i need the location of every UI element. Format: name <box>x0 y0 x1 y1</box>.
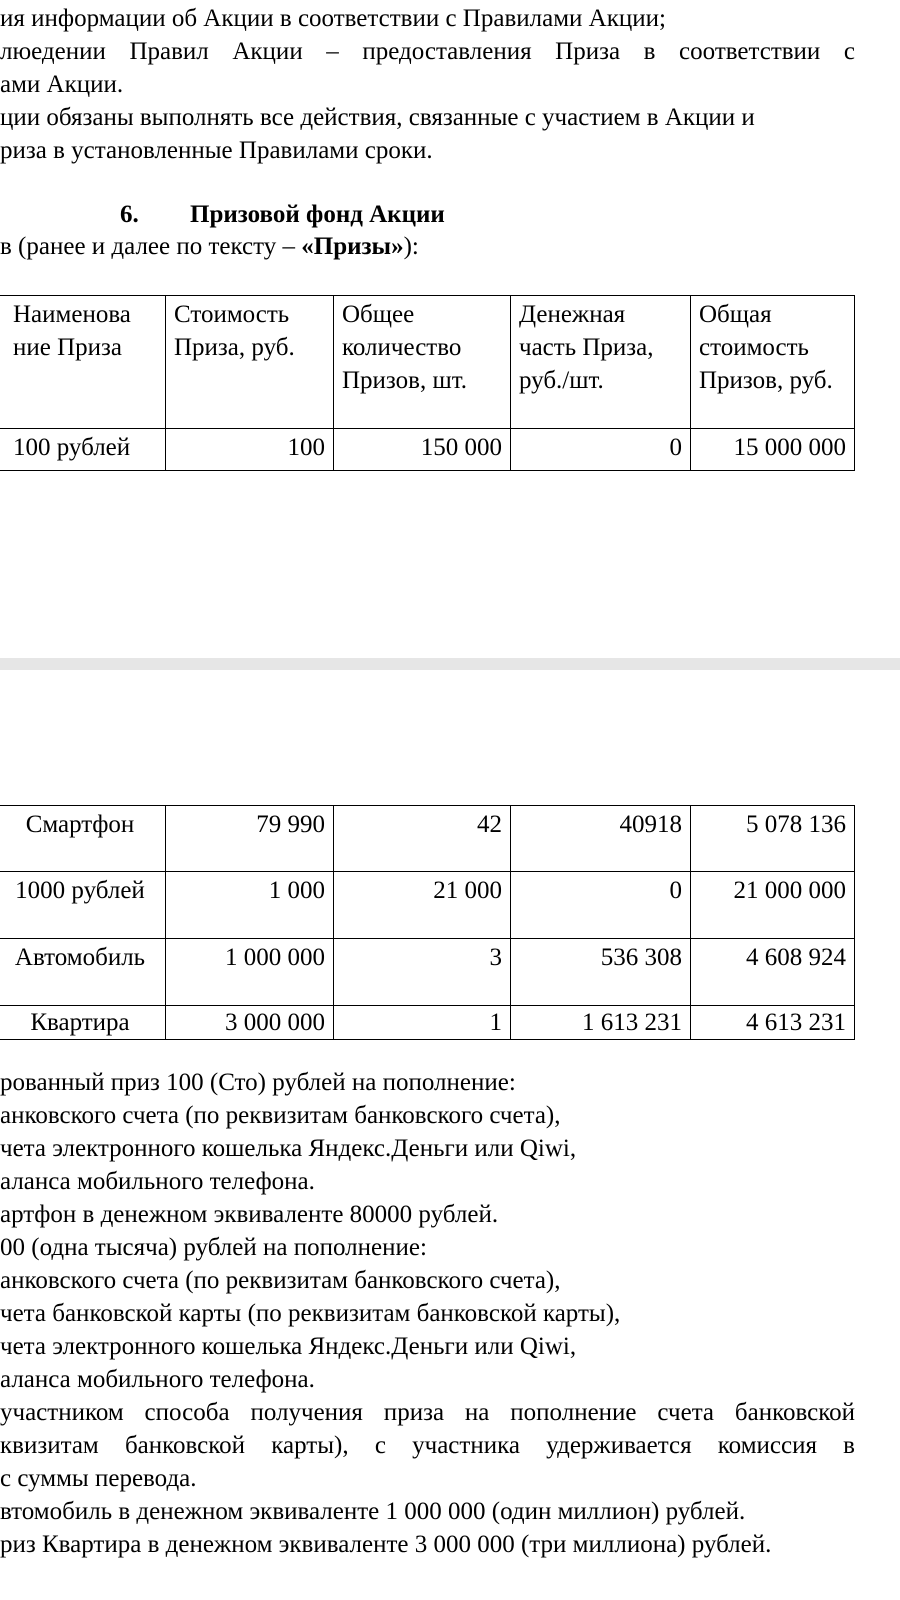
table-row <box>0 1006 855 1040</box>
page-separator <box>0 658 900 670</box>
section-number: 6. <box>120 201 139 228</box>
table-cell: 40918 <box>511 806 691 872</box>
header-cell: Общая стоимость Призов, руб. <box>691 296 855 429</box>
table-cell: 3 <box>334 939 511 1006</box>
text-line: участником способа получения приза на пополнение счета банковской <box>0 1399 855 1426</box>
text-line: квизитам банковской карты), с участника удерживается комиссия в <box>0 1432 855 1459</box>
text-line: аланса мобильного телефона. <box>0 1168 315 1195</box>
text-line: чета банковской карты (по реквизитам банковской карты), <box>0 1300 621 1327</box>
table-cell: 0 <box>511 429 691 471</box>
table-cell: 79 990 <box>166 806 334 872</box>
text-line: аланса мобильного телефона. <box>0 1366 315 1393</box>
text-line: ами Акции. <box>0 71 124 98</box>
header-cell: Наименова ние Приза <box>0 296 166 429</box>
text-line: люедении Правил Акции – предоставления Приза в соответствии с <box>0 38 855 65</box>
table-cell: 100 рублей <box>0 429 166 471</box>
table-row <box>0 429 855 471</box>
table-cell: 100 <box>166 429 334 471</box>
text-line: риз Квартира в денежном эквиваленте 3 000 000 (три миллиона) рублей. <box>0 1531 772 1558</box>
prize-table-2 <box>0 805 855 1040</box>
section-heading <box>120 200 445 230</box>
table-cell: 1 613 231 <box>511 1006 691 1040</box>
intro-suffix: ): <box>403 233 419 260</box>
table-cell: Автомобиль <box>0 939 166 1006</box>
table-cell: 4 613 231 <box>691 1006 855 1040</box>
section-title: Призовой фонд Акции <box>190 201 445 228</box>
table-cell: 15 000 000 <box>691 429 855 471</box>
table-row <box>0 872 855 939</box>
intro-line <box>0 232 419 262</box>
table-header-row <box>0 296 855 429</box>
header-cell: Стоимость Приза, руб. <box>166 296 334 429</box>
text-line: анковского счета (по реквизитам банковского счета), <box>0 1102 561 1129</box>
table-cell: 5 078 136 <box>691 806 855 872</box>
text-line: с суммы перевода. <box>0 1465 197 1492</box>
table-cell: 3 000 000 <box>166 1006 334 1040</box>
text-line: артфон в денежном эквиваленте 80000 рублей. <box>0 1201 499 1228</box>
table-cell: 1 000 000 <box>166 939 334 1006</box>
table-cell: 42 <box>334 806 511 872</box>
prize-table-1 <box>0 295 855 471</box>
table-cell: 150 000 <box>334 429 511 471</box>
text-line: ции обязаны выполнять все действия, связанные с участием в Акции и <box>0 104 755 131</box>
text-line: анковского счета (по реквизитам банковского счета), <box>0 1267 561 1294</box>
text-line: 00 (одна тысяча) рублей на пополнение: <box>0 1234 427 1261</box>
text-line: чета электронного кошелька Яндекс.Деньги или Qiwi, <box>0 1135 577 1162</box>
text-line: риза в установленные Правилами сроки. <box>0 137 433 164</box>
text-line: втомобиль в денежном эквиваленте 1 000 000 (один миллион) рублей. <box>0 1498 746 1525</box>
intro-prefix: в (ранее и далее по тексту – <box>0 233 302 260</box>
table-row <box>0 939 855 1006</box>
text-line: рованный приз 100 (Сто) рублей на пополнение: <box>0 1069 516 1096</box>
table-cell: 1000 рублей <box>0 872 166 939</box>
text-line: чета электронного кошелька Яндекс.Деньги или Qiwi, <box>0 1333 577 1360</box>
table-cell: Квартира <box>0 1006 166 1040</box>
table-cell: 0 <box>511 872 691 939</box>
text-line: ия информации об Акции в соответствии с Правилами Акции; <box>0 5 666 32</box>
table-cell: 21 000 000 <box>691 872 855 939</box>
table-row <box>0 806 855 872</box>
table-cell: 1 000 <box>166 872 334 939</box>
intro-term: «Призы» <box>301 233 404 260</box>
table-cell: 4 608 924 <box>691 939 855 1006</box>
table-cell: 1 <box>334 1006 511 1040</box>
header-cell: Денежная часть Приза, руб./шт. <box>511 296 691 429</box>
table-cell: 536 308 <box>511 939 691 1006</box>
table-cell: 21 000 <box>334 872 511 939</box>
header-cell: Общее количество Призов, шт. <box>334 296 511 429</box>
table-cell: Смартфон <box>0 806 166 872</box>
